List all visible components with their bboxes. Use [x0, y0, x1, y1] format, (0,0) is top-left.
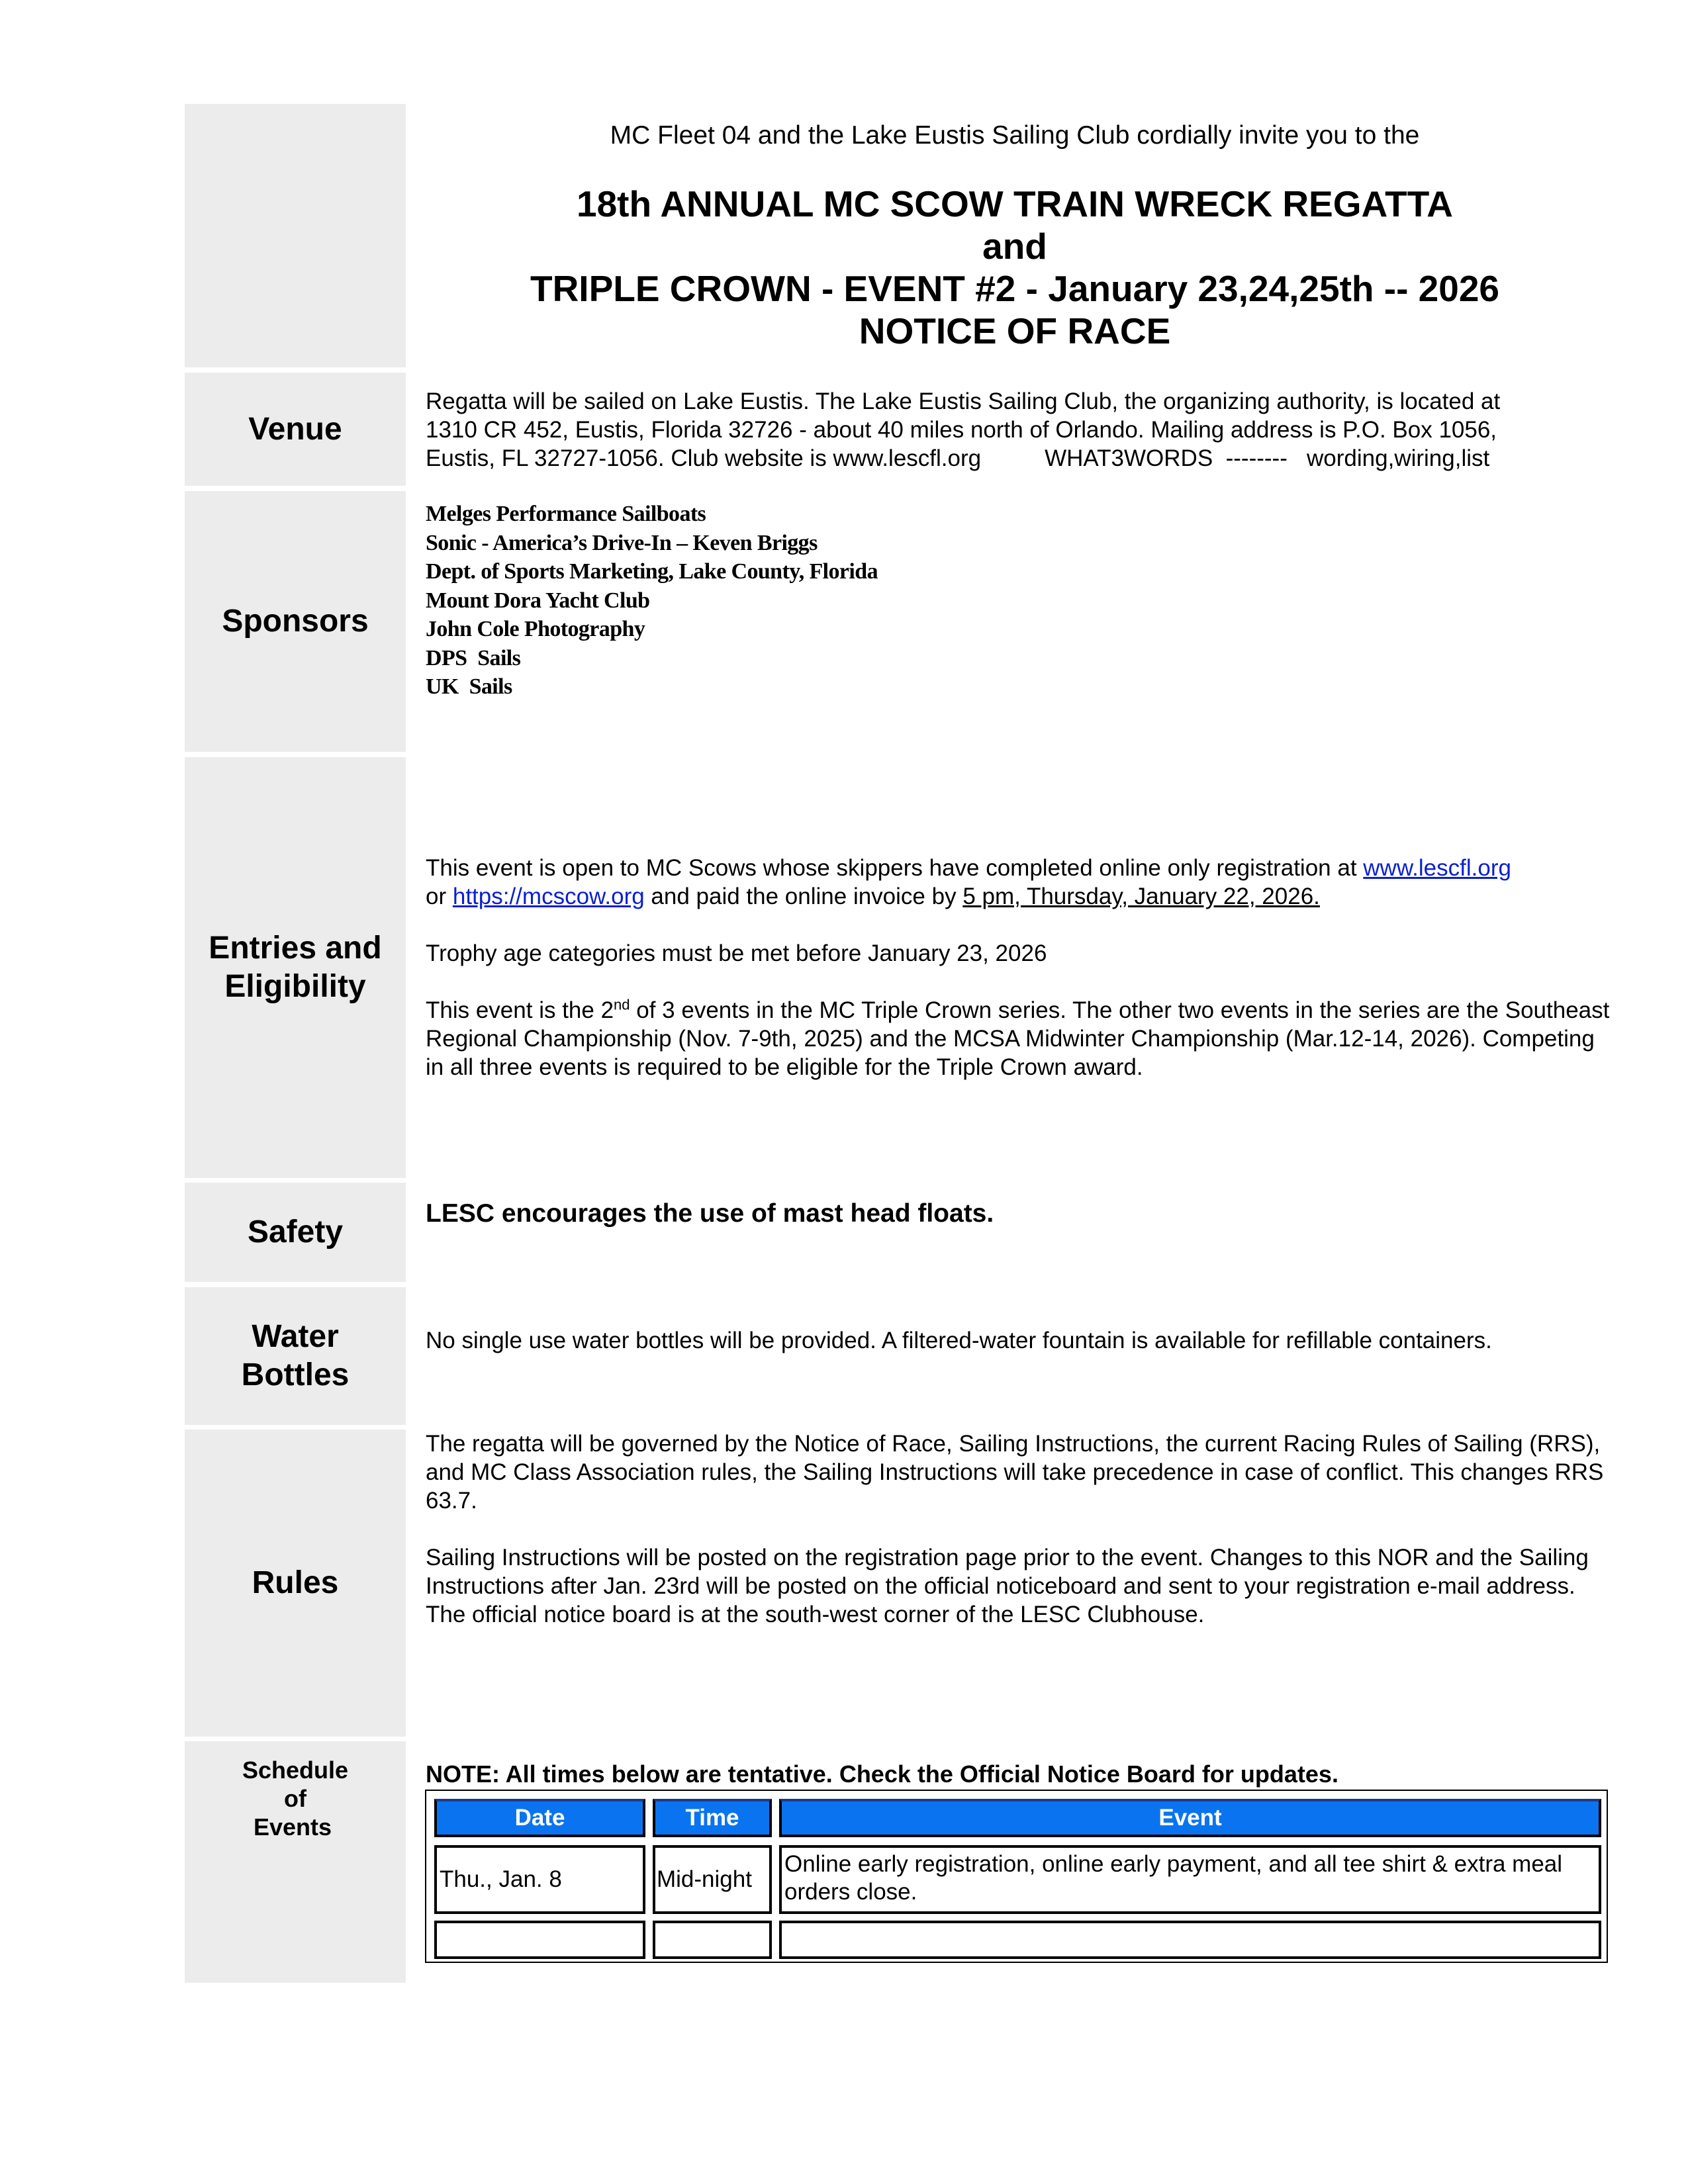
schedule-label-line: Events — [253, 1813, 332, 1841]
sponsor-item: Melges Performance Sailboats — [426, 502, 706, 526]
table-cell-event — [779, 1921, 1601, 1959]
table-cell-time — [653, 1845, 772, 1914]
table-cell-date — [434, 1921, 645, 1959]
entries-text-run: This event is the 2 — [426, 997, 614, 1023]
row-event: Online early registration, online early payment, and all tee shirt & extra meal orders close. — [784, 1851, 1563, 1905]
rules-paragraph-2: Sailing Instructions will be posted on the registration page prior to the event. Changes to this NOR and the Sailing Instructions after Jan. 23rd will be posted on the official noticeboard and sent to your registration e-mail address. The official notice board is at the south-west corner of the LESC Clubhouse. — [426, 1545, 1589, 1627]
water-label-line: Water — [252, 1319, 339, 1354]
rules-label: Rules — [252, 1565, 339, 1600]
water-text: No single use water bottles will be provided. A filtered-water fountain is available for refillable containers. — [426, 1328, 1492, 1353]
lescfl-link[interactable]: www.lescfl.org — [1363, 855, 1511, 881]
section-label-water-bottles — [185, 1287, 406, 1425]
ordinal-suffix: nd — [614, 996, 630, 1013]
section-label-safety — [185, 1183, 406, 1282]
section-label-schedule — [185, 1741, 406, 1983]
invite-line: MC Fleet 04 and the Lake Eustis Sailing Club cordially invite you to the — [610, 121, 1420, 150]
sponsor-item: DPS Sails — [426, 645, 521, 670]
section-label-sponsors — [185, 491, 406, 752]
section-label-entries — [185, 757, 406, 1178]
title-line-2: and — [982, 226, 1047, 267]
what3words: WHAT3WORDS -------- wording,wiring,list — [1045, 445, 1490, 471]
sponsor-item: Sonic - America’s Drive-In – Keven Briggs — [426, 530, 818, 555]
schedule-table — [425, 1790, 1608, 1963]
entries-text-run: of 3 events in the MC Triple Crown series. The other two events in the series are the Southeast Regional Championship (Nov. 7-9th, 2025) and the MCSA Midwinter Championship (Mar.12-14, 2026). Competing in all three events is required to be eligible for the Triple Crown award. — [426, 997, 1610, 1080]
title-line-4: NOTICE OF RACE — [859, 310, 1171, 351]
table-cell-event — [779, 1845, 1601, 1914]
venue-line: Regatta will be sailed on Lake Eustis. The Lake Eustis Sailing Club, the organizing authority, is located at — [426, 388, 1501, 414]
entries-text-run: This event is open to MC Scows whose skippers have completed online only registration at — [426, 855, 1364, 881]
sponsor-item: John Cole Photography — [426, 617, 645, 641]
row-date: Thu., Jan. 8 — [440, 1866, 562, 1892]
title-line-1: 18th ANNUAL MC SCOW TRAIN WRECK REGATTA — [576, 183, 1453, 224]
rules-text — [426, 1430, 1607, 1629]
entries-text-run: or — [426, 884, 453, 909]
table-cell-date — [434, 1845, 645, 1914]
mcscow-link[interactable]: https://mcscow.org — [452, 884, 645, 909]
entries-label-line: Eligibility — [224, 969, 366, 1004]
safety-text: LESC encourages the use of mast head floats. — [426, 1199, 994, 1228]
column-header-time-label: Time — [685, 1805, 739, 1831]
sponsor-item: Dept. of Sports Marketing, Lake County, Florida — [426, 559, 878, 584]
venue-line: 1310 CR 452, Eustis, Florida 32726 - about 40 miles north of Orlando. Mailing address is P.O. Box 1056, — [426, 417, 1497, 443]
registration-deadline: 5 pm, Thursday, January 22, 2026. — [962, 884, 1320, 909]
table-cell-time — [653, 1921, 772, 1959]
column-header-time — [653, 1799, 772, 1837]
entries-paragraph-3 — [426, 996, 1611, 1081]
water-label-line: Bottles — [241, 1357, 350, 1392]
header-label-cell — [185, 104, 406, 367]
section-label-rules — [185, 1430, 406, 1737]
entries-label-line: Entries and — [209, 931, 382, 966]
schedule-note: NOTE: All times below are tentative. Check the Official Notice Board for updates. — [426, 1760, 1338, 1788]
column-header-date — [434, 1799, 645, 1837]
venue-line: Eustis, FL 32727-1056. Club website is www.lescfl.org — [426, 445, 982, 471]
section-label-venue — [185, 373, 406, 486]
venue-text — [426, 387, 1611, 473]
venue-label: Venue — [248, 411, 342, 447]
sponsors-list — [426, 500, 1611, 702]
schedule-label-line: of — [284, 1785, 306, 1812]
row-time: Mid-night — [657, 1866, 752, 1892]
column-header-date-label: Date — [514, 1805, 565, 1831]
column-header-event-label: Event — [1158, 1805, 1222, 1831]
sponsor-item: Mount Dora Yacht Club — [426, 588, 650, 613]
entries-paragraph-1 — [426, 854, 1611, 911]
entries-text — [426, 854, 1611, 1081]
venue-line — [426, 444, 1611, 473]
rules-paragraph-1: The regatta will be governed by the Notice of Race, Sailing Instructions, the current Racing Rules of Sailing (RRS), and MC Class Association rules, the Sailing Instructions will take precedence in case of conflict. This changes RRS 63.7. — [426, 1431, 1604, 1514]
safety-label: Safety — [247, 1214, 344, 1250]
sponsors-label: Sponsors — [222, 604, 369, 639]
title-line-3: TRIPLE CROWN - EVENT #2 - January 23,24,25th -- 2026 — [530, 268, 1500, 309]
entries-text-run: and paid the online invoice by — [644, 884, 963, 909]
sponsor-item: UK Sails — [426, 674, 512, 699]
entries-paragraph-2: Trophy age categories must be met before January 23, 2026 — [426, 940, 1047, 966]
schedule-label-line: Schedule — [242, 1756, 349, 1784]
column-header-event — [779, 1799, 1601, 1837]
